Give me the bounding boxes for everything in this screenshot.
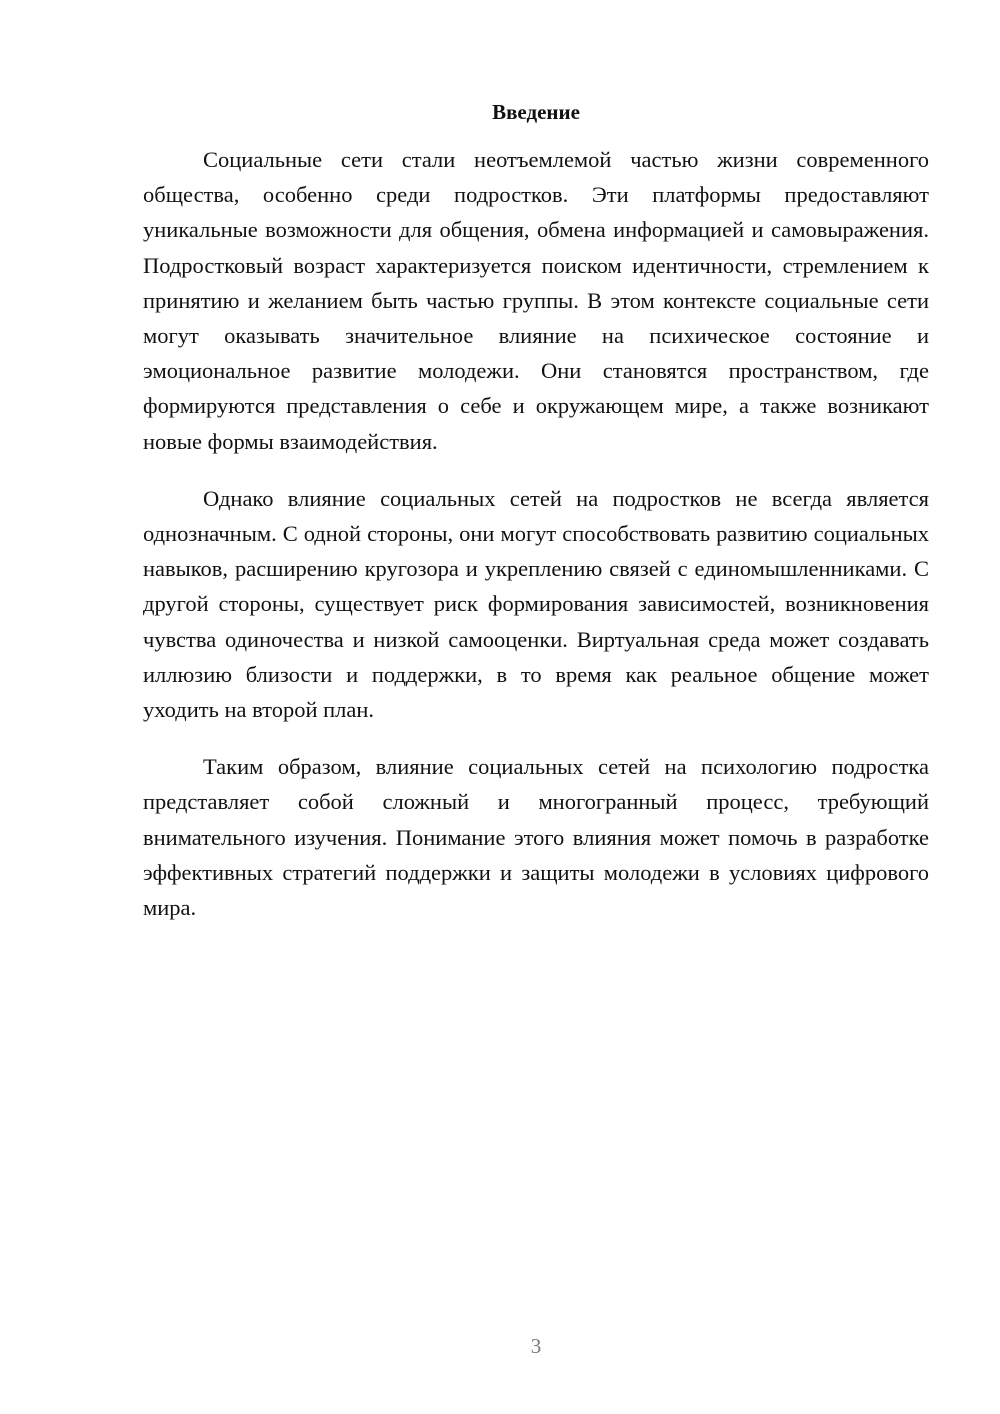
body-text <box>143 142 929 947</box>
paragraph-conclusion: Таким образом, влияние социальных сетей на психологию подростка представляет собой сложный и многогранный процесс, требующий внимательного изучения. Понимание этого влияния может помочь в разработке эффективных стратегий поддержки и защиты молодежи в условиях цифрового мира. <box>143 754 929 921</box>
section-heading: Введение <box>492 100 580 124</box>
paragraph-ambiguity: Однако влияние социальных сетей на подростков не всегда является однозначным. С одной стороны, они могут способствовать развитию социальных навыков, расширению кругозора и укреплению связей с единомышленниками. С другой стороны, существует риск формирования зависимостей, возникновения чувства одиночества и низкой самооценки. Виртуальная среда может создавать иллюзию близости и поддержки, в то время как реальное общение может уходить на второй план. <box>143 485 929 723</box>
paragraph-intro: Социальные сети стали неотъемлемой частью жизни современного общества, особенно среди подростков. Эти платформы предоставляют уникальные возможности для общения, обмена информацией и самовыражения. Подростковый возраст характеризуется поиском идентичности, стремлением к принятию и желанием быть частью группы. В этом контексте социальные сети могут оказывать значительное влияние на психическое состояние и эмоциональное развитие молодежи. Они становятся пространством, где формируются представления о себе и окружающем мире, а также возникают новые формы взаимодействия. <box>143 147 929 454</box>
page-number: 3 <box>530 1334 542 1358</box>
